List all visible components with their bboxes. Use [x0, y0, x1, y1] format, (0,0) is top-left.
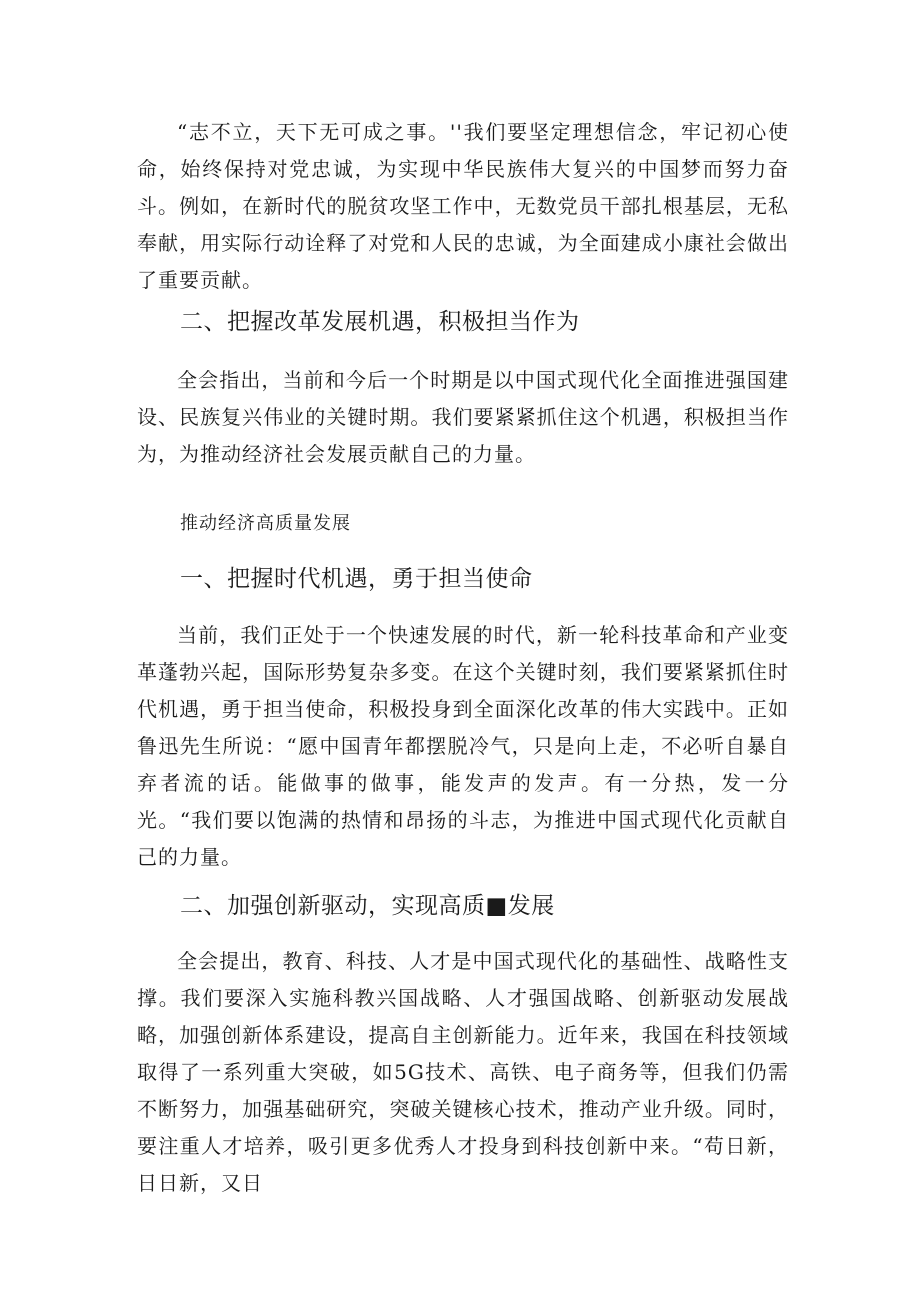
- section-heading-era-opportunity: 一、把握时代机遇，勇于担当使命: [180, 566, 533, 592]
- paragraph-ideals: “志不立，天下无可成之事。''我们要坚定理想信念，牢记初心使命，始终保持对党忠诚，为实现中华民族伟大复兴的中国梦而努力奋斗。例如，在新时代的脱贫攻坚工作中，无数党员干部扎根基层，无私奉献，用实际行动诠释了对党和人民的忠诚，为全面建成小康社会做出了重要贡献。: [137, 120, 789, 292]
- paragraph-education-science-talent: 全会提出，教育、科技、人才是中国式现代化的基础性、战略性支撑。我们要深入实施科教兴国战略、人才强国战略、创新驱动发展战略，加强创新体系建设，提高自主创新能力。近年来，我国在科技领域取得了一系列重大突破，如5G技术、高铁、电子商务等，但我们仍需不断努力，加强基础研究，突破关键核心技术，推动产业升级。同时，要注重人才培养，吸引更多优秀人才投身到科技创新中来。“苟日新，日日新，又日: [137, 949, 789, 1195]
- section-heading-innovation-driven: 二、加强创新驱动，实现高质■发展: [180, 893, 555, 919]
- paragraph-plenary-key-period: 全会指出，当前和今后一个时期是以中国式现代化全面推进强国建设、民族复兴伟业的关键时期。我们要紧紧抓住这个机遇，积极担当作为，为推动经济社会发展贡献自己的力量。: [137, 368, 789, 466]
- section-heading-reform-opportunity: 二、把握改革发展机遇，积极担当作为: [180, 309, 580, 335]
- paragraph-era-mission: 当前，我们正处于一个快速发展的时代，新一轮科技革命和产业变革蓬勃兴起，国际形势复杂多变。在这个关键时刻，我们要紧紧抓住时代机遇，勇于担当使命，积极投身到全面深化改革的伟大实践中。正如鲁迅先生所说：“愿中国青年都摆脱冷气，只是向上走，不必听自暴自弃者流的话。能做事的做事，能发声的发声。有一分热，发一分光。“我们要以饱满的热情和昂扬的斗志，为推进中国式现代化贡献自己的力量。: [137, 623, 789, 869]
- subheading-high-quality-development: 推动经济高质量发展: [180, 513, 351, 534]
